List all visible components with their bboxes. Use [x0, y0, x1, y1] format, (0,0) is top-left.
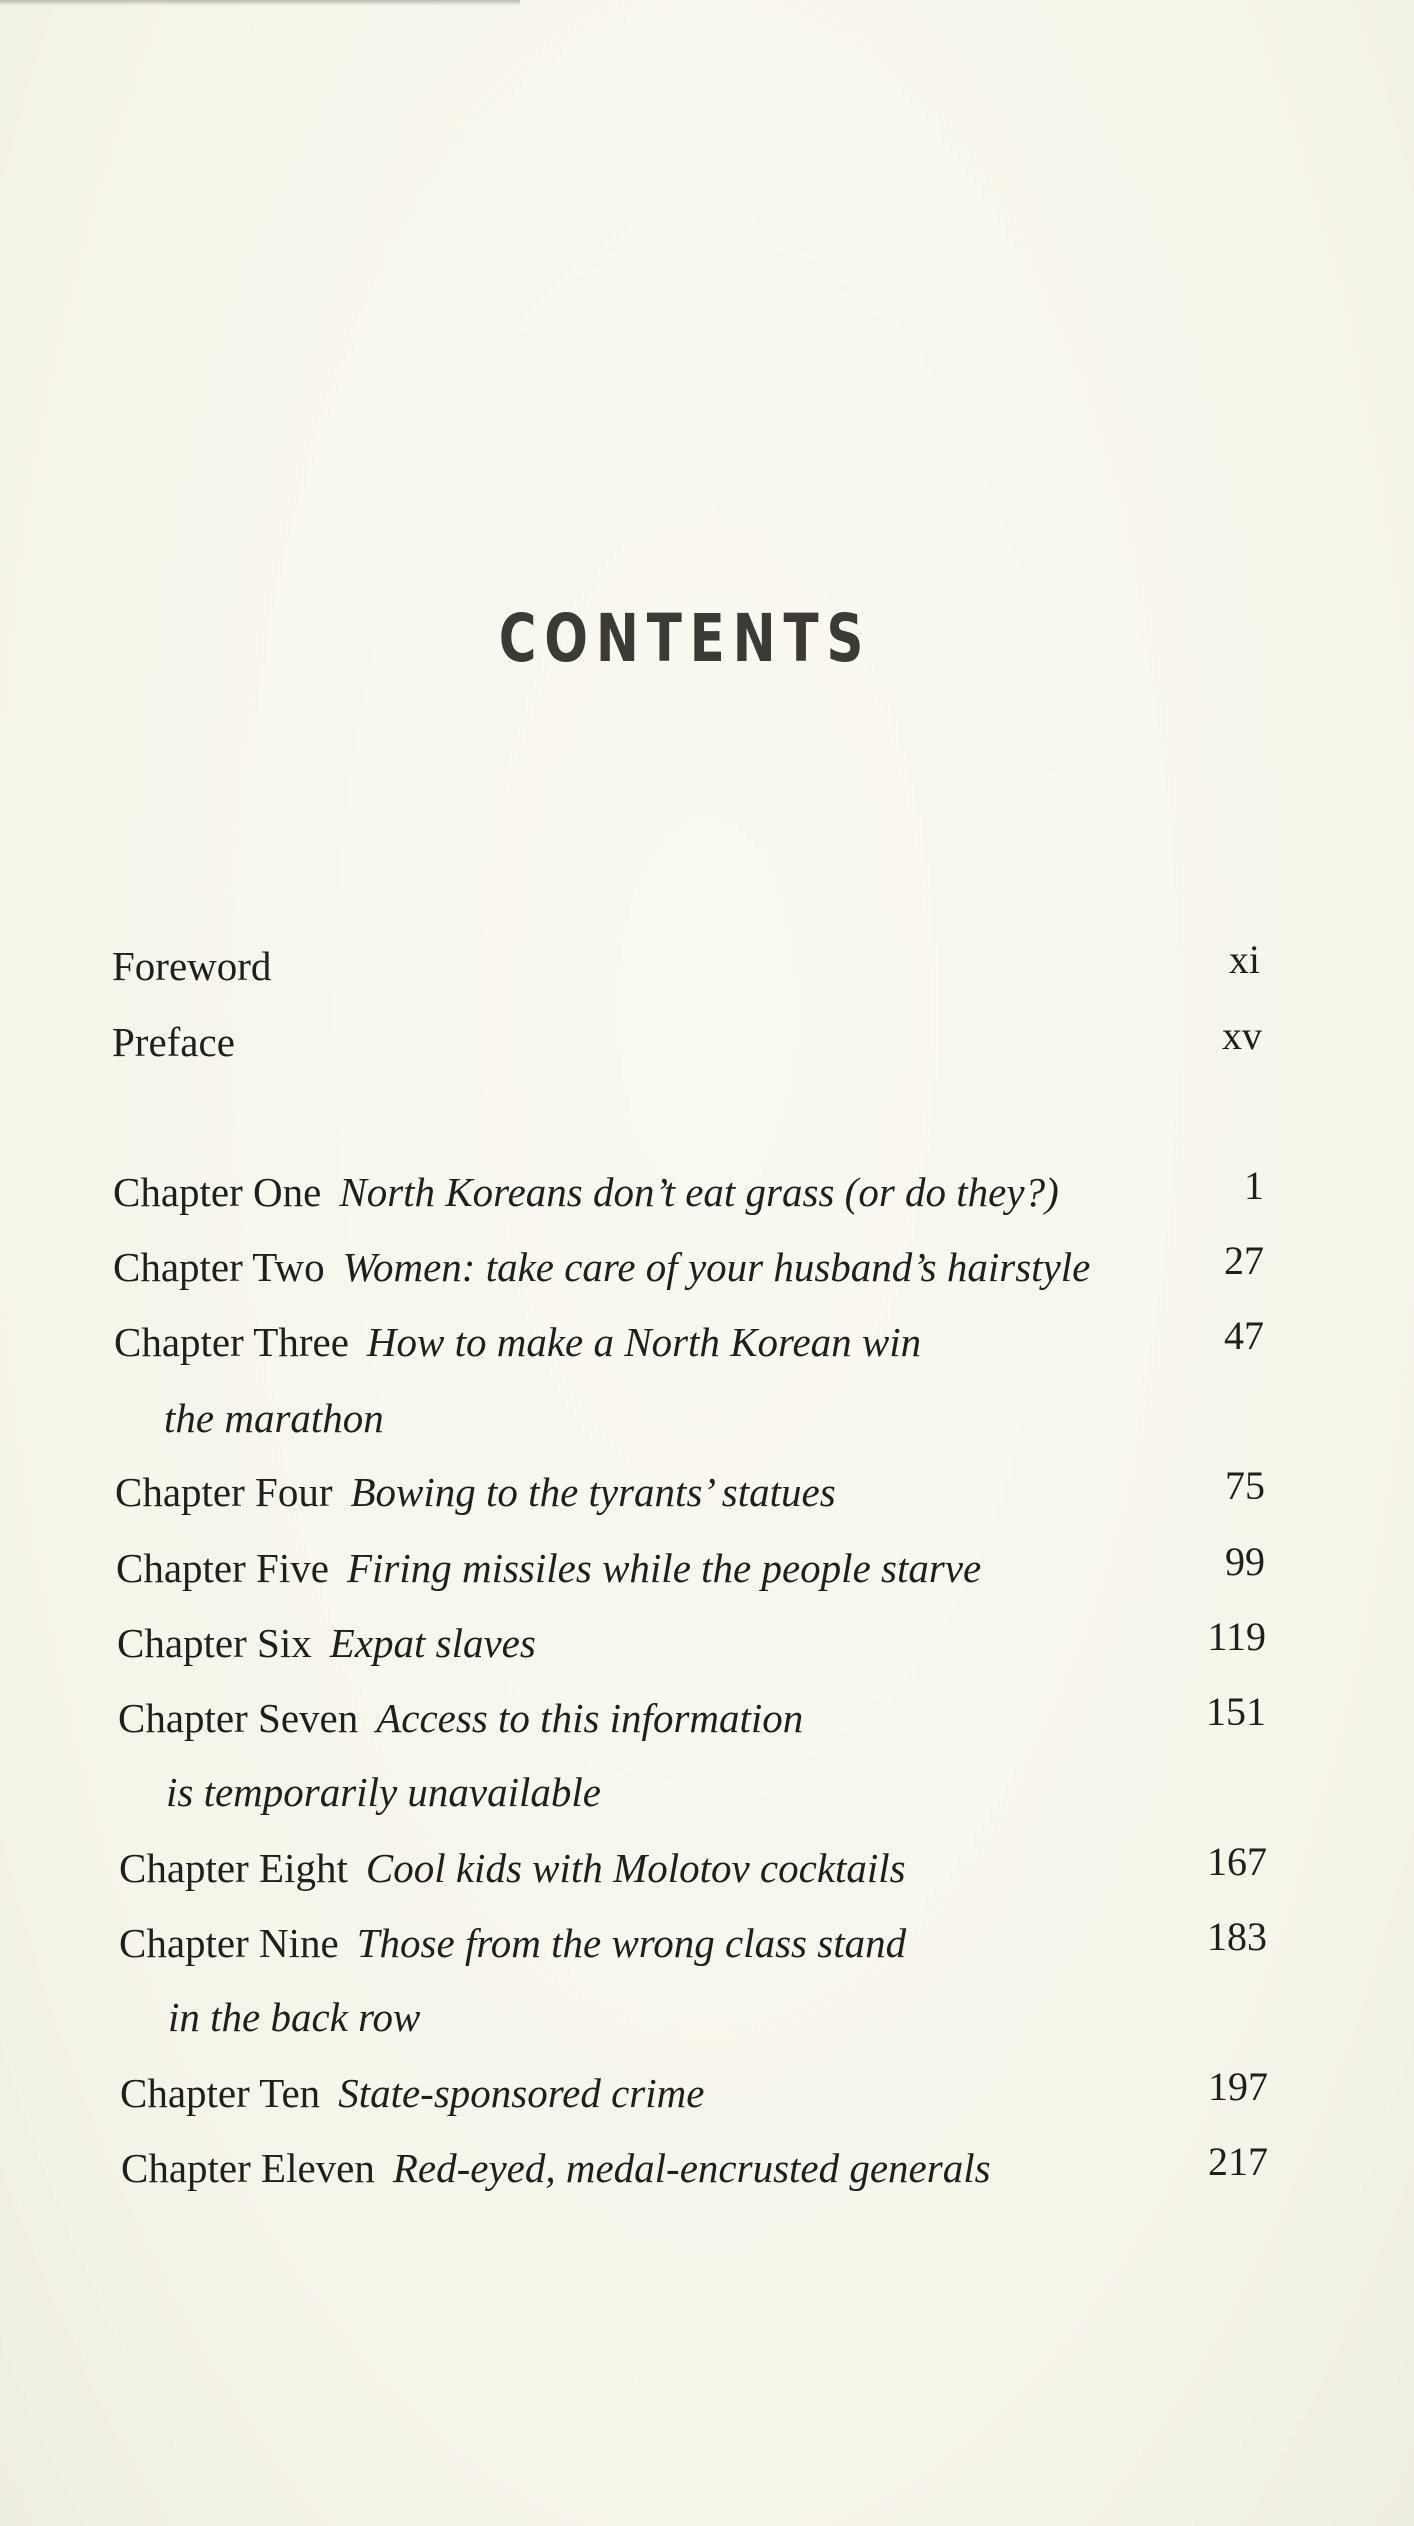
chapter-label: Chapter Six: [117, 1620, 312, 1666]
toc-entry-chapter-ten[interactable]: [120, 2070, 705, 2116]
toc-label: Preface: [112, 1019, 235, 1065]
chapter-subtitle: State-sponsored crime: [338, 2070, 705, 2116]
toc-entry-chapter-one[interactable]: [113, 1169, 1059, 1215]
chapter-subtitle: North Koreans don’t eat grass (or do they?): [339, 1169, 1059, 1215]
toc-page-chapter-nine: 183: [1207, 1914, 1267, 1959]
page-title: CONTENTS: [498, 600, 872, 677]
chapter-subtitle: Expat slaves: [329, 1620, 536, 1666]
chapter-subtitle: Cool kids with Molotov cocktails: [365, 1845, 906, 1891]
toc-entry-chapter-two[interactable]: [113, 1244, 1091, 1290]
chapter-subtitle: Those from the wrong class stand: [356, 1920, 907, 1966]
toc-entry-chapter-six[interactable]: [117, 1620, 536, 1666]
toc-entry-chapter-seven[interactable]: [118, 1695, 804, 1741]
toc-page-chapter-ten: 197: [1208, 2064, 1268, 2109]
toc-entry-chapter-four[interactable]: [115, 1469, 836, 1515]
chapter-label: Chapter Four: [115, 1469, 333, 1515]
chapter-subtitle: Access to this information: [376, 1695, 804, 1741]
chapter-label: Chapter One: [113, 1169, 322, 1215]
chapter-subtitle: Bowing to the tyrants’ statues: [350, 1469, 836, 1515]
toc-page-chapter-seven: 151: [1206, 1689, 1266, 1734]
toc-entry-chapter-nine[interactable]: [119, 1920, 907, 1966]
toc-entry-chapter-five[interactable]: [116, 1545, 982, 1591]
toc-page-preface: xv: [1222, 1013, 1262, 1058]
chapter-label: Chapter Five: [116, 1545, 329, 1591]
toc-label: Foreword: [112, 943, 272, 989]
chapter-subtitle: Women: take care of your husband’s hairstyle: [342, 1244, 1091, 1290]
chapter-label: Chapter Nine: [119, 1920, 339, 1966]
chapter-label: Chapter Seven: [118, 1695, 359, 1741]
toc-page-chapter-eight: 167: [1207, 1839, 1267, 1884]
chapter-subtitle: Firing missiles while the people starve: [346, 1545, 982, 1591]
chapter-label: Chapter Eight: [119, 1845, 348, 1891]
chapter-subtitle-continuation: the marathon: [164, 1395, 384, 1441]
toc-page-chapter-two: 27: [1224, 1238, 1264, 1283]
chapter-label: Chapter Ten: [120, 2070, 321, 2116]
chapter-label: Chapter Two: [113, 1244, 325, 1290]
chapter-subtitle: Red-eyed, medal-encrusted generals: [392, 2145, 991, 2191]
toc-page-chapter-three: 47: [1224, 1313, 1264, 1358]
toc-page-chapter-four: 75: [1225, 1463, 1265, 1508]
chapter-subtitle: How to make a North Korean win: [366, 1319, 922, 1365]
page-edge-shadow: [0, 0, 520, 6]
toc-page-foreword: xi: [1228, 937, 1260, 982]
toc-page-chapter-five: 99: [1225, 1539, 1265, 1584]
chapter-label: Chapter Three: [114, 1319, 349, 1365]
toc-entry-chapter-eleven[interactable]: [121, 2145, 991, 2191]
toc-entry-foreword[interactable]: [112, 943, 272, 989]
chapter-subtitle-continuation: is temporarily unavailable: [166, 1769, 602, 1815]
toc-entry-chapter-three[interactable]: [114, 1319, 922, 1365]
toc-entry-chapter-eight[interactable]: [119, 1845, 906, 1891]
toc-page-chapter-one: 1: [1244, 1163, 1264, 1208]
chapter-subtitle-continuation: in the back row: [168, 1994, 421, 2040]
toc-entry-preface[interactable]: [112, 1019, 235, 1065]
toc-page-chapter-six: 119: [1207, 1614, 1266, 1659]
chapter-label: Chapter Eleven: [121, 2145, 375, 2191]
toc-page-chapter-eleven: 217: [1208, 2139, 1268, 2184]
